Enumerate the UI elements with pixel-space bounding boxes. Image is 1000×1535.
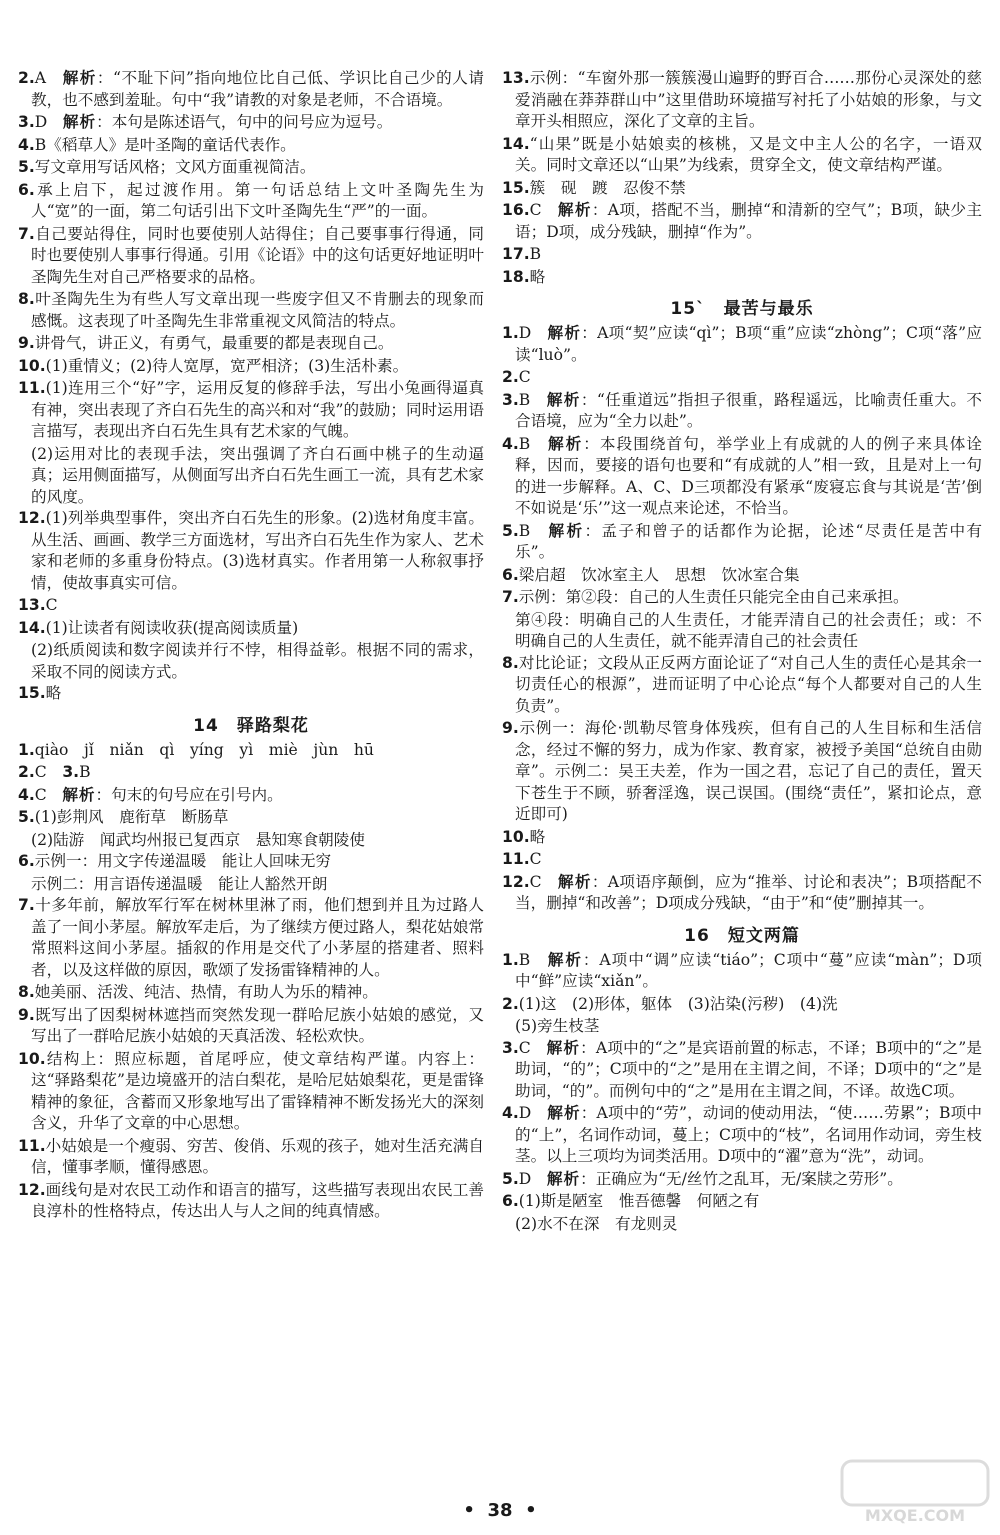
item-text: (1)连用三个“好”字，运用反复的修辞手法，写出小兔画得逼真有神，突出表现了齐白石先生的高兴和对“我”的鼓励；同时运用语言描写，表现出齐白石先生具有艺术家的气魄。 [31, 379, 484, 440]
answer-item [18, 895, 484, 981]
item-text: A [34, 69, 47, 87]
analysis-text: ：本段围绕首句，举学业上有成就的人的例子来具体诠释，因而，要接的语句也要和“有成就的人”相一致，且是对上一句的进一步解释。A、C、D三项都没有紧承“废寝忘食与其说是‘苦’倒不如说是‘乐’”这一观点来论述，不恰当。 [515, 434, 982, 517]
answer-item [18, 1049, 484, 1135]
analysis-text: ：“不耻下问”指向地位比自己低、学识比自己少的人请教，也不感到羞耻。句中“我”请教的对象是老师，不合语境。 [31, 69, 484, 109]
item-text: 叶圣陶先生为有些人写文章出现一些废字但又不肯删去的现象而感慨。这表现了叶圣陶先生非常重视文风简洁的特点。 [31, 290, 484, 330]
item-text: 承上启下，起过渡作用。第一句话总结上文叶圣陶先生为人“宽”的一面，第二句话引出下文叶圣陶先生“严”的一面。 [31, 180, 484, 220]
answer-subitem: 第④段：明确自己的人生责任，才能弄清自己的社会责任；或：不明确自己的人生责任，就不能弄清自己的社会责任 [515, 610, 982, 650]
item-text: C [34, 785, 47, 804]
answer-item [502, 267, 982, 289]
answer-item [18, 982, 484, 1004]
analysis-text: ：A项中“调”应读“tiáo”；C项中“蔓”应读“màn”；D项中“鲜”应读“xiǎn”。 [515, 950, 982, 990]
answer-item [502, 178, 982, 200]
answer-item [18, 1136, 484, 1179]
item-text: B [518, 390, 531, 409]
item-number: 5. [18, 158, 35, 176]
item-number: 3. [502, 1038, 519, 1057]
answer-item [18, 68, 484, 111]
item-text: 十多年前，解放军行军在树林里淋了雨，他们想到并且为过路人盖了一间小茅屋。解放军走后，为了继续方便过路人，梨花姑娘常常照料这间小茅屋。插叙的作用是交代了小茅屋的搭建者、照料者，以及这样做的原因，歌颂了发扬雷锋精神的人。 [31, 896, 484, 979]
item-number: 11. [502, 850, 530, 868]
item-text: C [34, 763, 63, 781]
answer-item [18, 508, 484, 594]
analysis-text: ：句末的句号应在引号内。 [95, 785, 283, 804]
answer-item [18, 180, 484, 223]
answer-item [502, 587, 982, 609]
item-text: C [45, 596, 58, 614]
answer-item [502, 200, 982, 243]
analysis-text: 《稻草人》是叶圣陶的童话代表作。 [46, 135, 296, 154]
answer-item [18, 224, 484, 289]
answer-subitem: (2)陆游 闻武均州报已复西京 悬知寒食朝陵使 [31, 830, 365, 849]
item-number: 2. [18, 69, 35, 87]
page-number: • 38 • [463, 1500, 537, 1521]
analysis-label: 解析 [557, 872, 592, 891]
item-text: 对比论证；文段从正反两方面论证了“对自己人生的责任心是其余一切责任心的根源”，进而证明了中心论点“每个人都要对自己的人生负责”。 [515, 653, 982, 715]
analysis-label: 解析 [547, 950, 583, 969]
analysis-label: 解析 [547, 434, 584, 453]
item-number: 8. [18, 983, 35, 1001]
item-number: 5. [502, 1169, 519, 1188]
item-number: 4. [18, 135, 35, 154]
item-number: 6. [502, 565, 519, 584]
item-text: 写文章用写话风格；文风方面重视简洁。 [34, 158, 316, 176]
answer-item [18, 683, 484, 705]
item-number: 17. [502, 245, 530, 263]
item-text: B [518, 950, 531, 969]
item-text: B [79, 763, 91, 781]
answer-item [18, 807, 484, 829]
answer-item [502, 390, 982, 433]
item-number: 7. [18, 224, 35, 243]
answer-item [18, 333, 484, 355]
answer-item [502, 653, 982, 718]
item-number: 1. [18, 740, 35, 759]
answer-item [18, 618, 484, 640]
analysis-text: ：本句是陈述语气，句中的问号应为逗号。 [96, 113, 393, 131]
item-number: 1. [502, 950, 519, 969]
item-text: C [518, 368, 531, 386]
item-text: C [529, 872, 542, 891]
item-number: 15. [18, 684, 46, 702]
item-number: 4. [502, 434, 519, 453]
item-text: D [34, 113, 48, 131]
item-text: (1)斯是陋室 惟吾德馨 何陋之有 [518, 1192, 760, 1210]
item-number: 11. [18, 1136, 46, 1155]
answer-item [502, 521, 982, 564]
answer-item [502, 718, 982, 826]
watermark-logo [840, 1459, 990, 1529]
item-text: 簇 砚 踱 忍俊不禁 [529, 178, 686, 197]
item-text: (1)彭荆风 鹿衔草 断肠草 [34, 808, 229, 826]
answer-item [18, 851, 484, 873]
analysis-text: ：“任重道远”指担子很重，路程遥远，比喻责任重大。不合语境，应为“全力以赴”。 [515, 390, 982, 430]
item-text: 结构上：照应标题，首尾呼应，使文章结构严谨。内容上：这“驿路梨花”是边境盛开的洁白梨花，是哈尼姑娘梨花，更是雷锋精神的象征，含蓄而又形象地写出了雷锋精神不断发扬光大的深刻含义，升华了文章的中心思想。 [31, 1049, 484, 1132]
item-number: 2. [18, 763, 35, 781]
item-number: 11. [18, 379, 46, 397]
analysis-text: ：A项语序颠倒，应为“推举、讨论和表决”；B项搭配不当，删掉“和改善”；D项成分残缺，“由于”和“使”删掉其一。 [515, 872, 982, 912]
answer-item [18, 740, 484, 762]
analysis-label: 解析 [546, 1038, 581, 1057]
answer-item [502, 1191, 982, 1213]
section-heading: 14 驿路梨花 [193, 715, 309, 736]
answer-item [502, 367, 982, 389]
item-text: 小姑娘是一个瘦弱、穷苦、俊俏、乐观的孩子，她对生活充满自信，懂事孝顺，懂得感恩。 [31, 1136, 484, 1176]
item-number: 2. [502, 368, 519, 386]
item-text: 她美丽、活泼、纯洁、热情，有助人为乐的精神。 [34, 983, 378, 1001]
answer-item [18, 157, 484, 179]
answer-item [502, 1103, 982, 1168]
item-text: 略 [529, 267, 546, 286]
answer-subitem: 示例二：用言语传递温暖 能让人豁然开朗 [31, 874, 328, 893]
item-number: 10. [18, 356, 46, 375]
analysis-text: ：A项中的“之”是宾语前置的标志，不译；B项中的“之”是助词，“的”；C项中的“之”是用在主谓之间，不译；D项中的“之”是助词，“的”。而例句中的“之”是用在主谓之间，不译。故选C项。 [515, 1038, 982, 1100]
section-heading: 15` 最苦与最乐 [670, 299, 814, 319]
analysis-label: 解析 [62, 785, 96, 804]
item-text: D [518, 324, 532, 342]
section-heading: 16 短文两篇 [684, 925, 800, 946]
item-number: 9. [18, 1005, 35, 1024]
item-text: 示例一：海伦·凯勒尽管身体残疾，但有自己的人生目标和生活信念，经过不懈的努力，成为作家、教育家，被授予美国“总统自由勋章”。示例二：吴王夫差，作为一国之君，忘记了自己的责任，置天下苍生于不顾，骄奢淫逸，误己误国。(围绕“责任”，紧扣论点，意近即可) [515, 719, 982, 823]
item-number: 8. [18, 290, 35, 308]
answer-subitem: (2)水不在深 有龙则灵 [515, 1214, 678, 1233]
item-text: 示例一：用文字传递温暖 能让人回味无穷 [34, 852, 332, 870]
item-text: 梁启超 饮冰室主人 思想 饮冰室合集 [518, 565, 800, 584]
item-number: 3. [62, 763, 80, 781]
item-text: “山果”既是小姑娘卖的核桃，又是文中主人公的名字，一语双关。同时文章还以“山果”为线索，贯穿全文，使文章结构严谨。 [515, 134, 982, 174]
item-number: 12. [18, 509, 46, 527]
analysis-text: ：孟子和曾子的话都作为论据，论述“尽责任是苦中有乐”。 [515, 521, 982, 561]
item-number: 3. [502, 390, 519, 409]
item-number: 10. [18, 1049, 46, 1068]
answer-item [502, 950, 982, 993]
item-text: B [34, 135, 47, 154]
answer-subitem: (5)旁生枝茎 [515, 1017, 600, 1035]
answer-item [502, 827, 982, 849]
answer-item [502, 323, 982, 366]
item-text: 讲骨气，讲正义，有勇气，最重要的都是表现自己。 [34, 334, 394, 352]
item-number: 3. [18, 113, 35, 131]
item-number: 9. [502, 719, 519, 737]
analysis-label: 解析 [546, 1169, 581, 1188]
answer-item [502, 872, 982, 915]
item-text: (1)重情义；(2)待人宽厚，宽严相济；(3)生活朴素。 [45, 356, 409, 375]
item-text: C [529, 201, 542, 219]
item-number: 8. [502, 653, 519, 672]
answer-subitem: (2)纸质阅读和数字阅读并行不悖，相得益彰。根据不同的需求，采取不同的阅读方式。 [31, 641, 484, 681]
item-text: C [518, 1038, 531, 1057]
item-number: 12. [502, 872, 530, 891]
analysis-label: 解析 [546, 390, 581, 409]
item-number: 6. [18, 852, 35, 870]
item-text: (1)列举典型事件，突出齐白石先生的形象。(2)选材角度丰富。从生活、画画、教学三方面选材，写出齐白石先生作为家人、艺术家和老师的多重身份特点。(3)选材真实。作者用第一人称叙事抒情，使故事真实可信。 [31, 509, 484, 592]
item-number: 14. [18, 618, 46, 637]
analysis-label: 解析 [547, 1104, 581, 1122]
analysis-text: ：正确应为“无/丝竹之乱耳，无/案牍之劳形”。 [580, 1169, 903, 1188]
item-text: 自己要站得住，同时也要使别人站得住；自己要事事行得通，同时也要使别人事事行得通。引用《论语》中的这句话更好地证明叶圣陶先生对自己严格要求的品格。 [31, 224, 484, 286]
pinyin-answer: qiào jǐ niǎn qì yíng yì miè jùn hū [34, 740, 374, 759]
item-text: D [518, 1104, 532, 1122]
item-number: 4. [18, 785, 35, 804]
analysis-label: 解析 [548, 521, 585, 540]
analysis-label: 解析 [62, 113, 97, 131]
analysis-text: ：A项中的“劳”，动词的使动用法，“使……劳累”；B项中的“上”，名词作动词，蔓上；C项中的“枝”，名词用作动词，旁生枝茎。以上三项均为词类活用。D项中的“濯”意为“洗”，动词。 [515, 1104, 982, 1165]
item-text: C [529, 850, 542, 868]
answer-item [502, 244, 982, 266]
analysis-label: 解析 [62, 69, 97, 87]
answer-item [18, 762, 484, 784]
page-number-value: 38 [487, 1500, 513, 1521]
item-number: 6. [502, 1192, 519, 1210]
answer-item [18, 112, 484, 134]
answer-item [502, 1038, 982, 1103]
analysis-label: 解析 [557, 201, 592, 219]
answer-item [502, 134, 982, 177]
watermark-text: MXQE.COM [864, 1506, 966, 1525]
item-number: 7. [18, 896, 35, 914]
item-text: D [518, 1169, 532, 1188]
item-number: 5. [502, 521, 519, 540]
answer-item [18, 1005, 484, 1048]
answer-item [502, 434, 982, 520]
answer-item [18, 1180, 484, 1223]
item-number: 2. [502, 994, 519, 1013]
item-text: (1)这 (2)形体，躯体 (3)沾染(污秽) (4)洗 [518, 994, 838, 1013]
item-number: 7. [502, 588, 519, 606]
answer-item [18, 356, 484, 378]
left-column [18, 68, 484, 1224]
item-number: 14. [502, 134, 530, 153]
item-number: 18. [502, 267, 530, 286]
item-text: B [529, 245, 542, 263]
analysis-text: ：A项“契”应读“qì”；B项“重”应读“zhòng”；C项“落”应读“luò”。 [515, 324, 982, 364]
answer-item [18, 289, 484, 332]
answer-item [18, 785, 484, 807]
item-text: 略 [529, 827, 546, 846]
answer-item [502, 68, 982, 133]
item-number: 15. [502, 178, 530, 197]
answer-subitem: (2)运用对比的表现手法，突出强调了齐白石画中桃子的生动逼真；运用侧面描写，从侧面写出齐白石先生画工一流，具有艺术家的风度。 [31, 444, 484, 506]
answer-item [18, 378, 484, 443]
item-text: 画线句是对农民工动作和语言的描写，这些描写表现出农民工善良淳朴的性格特点，传达出人与人之间的纯真情感。 [31, 1180, 484, 1220]
answer-item [18, 595, 484, 617]
item-number: 12. [18, 1180, 46, 1199]
item-number: 4. [502, 1104, 519, 1122]
item-number: 6. [18, 180, 35, 199]
answer-item [502, 1169, 982, 1191]
analysis-text: ：A项，搭配不当，删掉“和清新的空气”；B项，缺少主语；D项，成分残缺，删掉“作为”。 [515, 201, 982, 241]
item-number: 13. [502, 69, 530, 87]
item-text: 示例：“车窗外那一簇簇漫山遍野的野百合……那份心灵深处的慈爱消融在莽莽群山中”这里借助环境描写衬托了小姑娘的形象，与文章开头相照应，深化了文章的主旨。 [515, 69, 982, 130]
item-number: 9. [18, 334, 35, 352]
item-text: 略 [45, 684, 62, 702]
item-text: 既写出了因梨树林遮挡而突然发现一群哈尼族小姑娘的感觉，又写出了一群哈尼族小姑娘的天真活泼、轻松欢快。 [31, 1005, 484, 1045]
item-number: 13. [18, 596, 46, 614]
answer-item [502, 849, 982, 871]
item-number: 16. [502, 201, 530, 219]
item-text: B [518, 521, 531, 540]
answer-item [18, 135, 484, 157]
item-number: 5. [18, 808, 35, 826]
item-text: B [518, 434, 531, 453]
answer-item [502, 994, 982, 1016]
analysis-label: 解析 [547, 324, 582, 342]
item-number: 1. [502, 324, 519, 342]
item-text: (1)让读者有阅读收获(提高阅读质量) [45, 618, 299, 637]
right-column [502, 68, 982, 1235]
item-text: 示例：第②段：自己的人生责任只能完全由自己来承担。 [518, 588, 909, 606]
item-number: 10. [502, 827, 530, 846]
answer-item [502, 565, 982, 587]
